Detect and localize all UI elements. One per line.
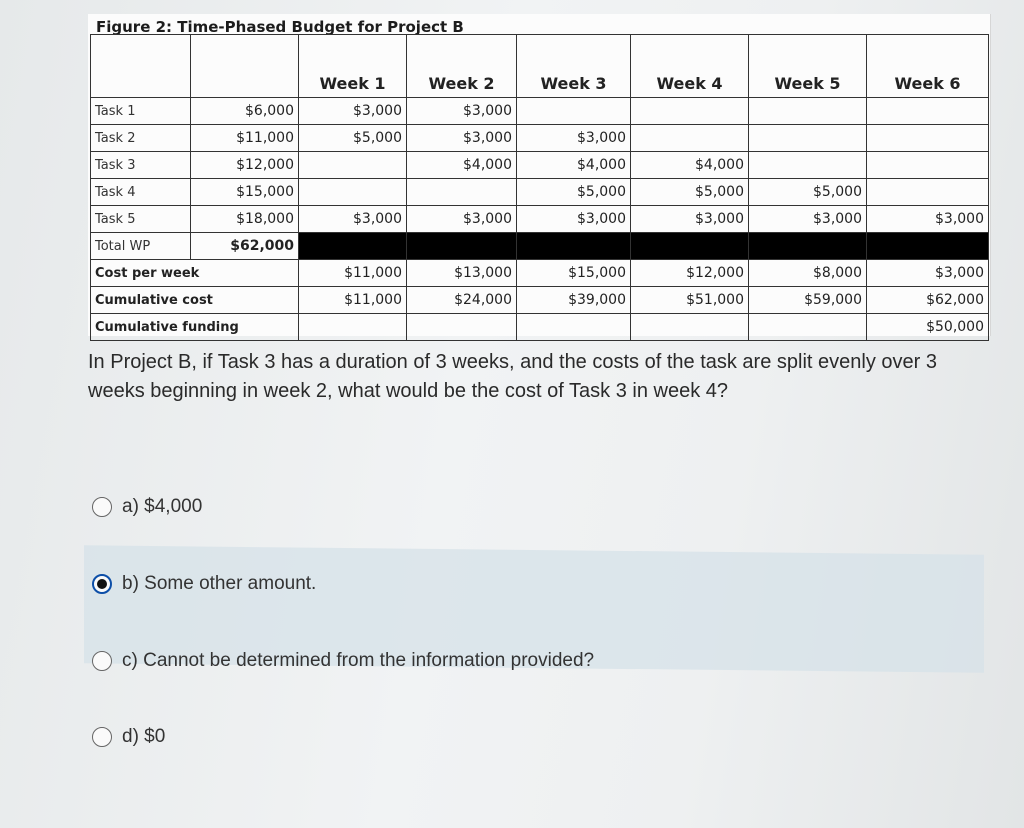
cost-cell: $24,000 (407, 287, 517, 314)
cost-cell: $15,000 (517, 260, 631, 287)
cost-cell (867, 179, 989, 206)
radio-button[interactable] (92, 497, 112, 517)
option-label: b) Some other amount. (122, 573, 317, 594)
cost-cell: $3,000 (631, 206, 749, 233)
header-blank (191, 35, 299, 98)
budget-table (90, 34, 989, 341)
task-label: Task 2 (91, 125, 191, 152)
cost-cell: $3,000 (749, 206, 867, 233)
cumulative-funding-row (91, 314, 989, 341)
cost-cell (749, 314, 867, 341)
radio-button[interactable] (92, 727, 112, 747)
cost-cell (299, 314, 407, 341)
cost-cell: $11,000 (299, 260, 407, 287)
task-label: Task 5 (91, 206, 191, 233)
question-text: In Project B, if Task 3 has a duration of 3 weeks, and the costs of the task are split evenly over 3 weeks beginning in week 2, what would be the cost of Task 3 in week 4? (88, 351, 937, 402)
task-total: $15,000 (191, 179, 299, 206)
radio-button[interactable] (92, 651, 112, 671)
cost-cell (749, 98, 867, 125)
option-b[interactable] (92, 573, 316, 595)
cost-cell (299, 152, 407, 179)
cost-cell (867, 125, 989, 152)
cost-cell: $5,000 (299, 125, 407, 152)
option-d[interactable] (92, 726, 165, 748)
week-header: Week 1 (299, 35, 407, 98)
header-blank (91, 35, 191, 98)
cost-cell: $4,000 (407, 152, 517, 179)
cost-cell: $50,000 (867, 314, 989, 341)
budget-figure (88, 14, 991, 336)
cost-cell: $51,000 (631, 287, 749, 314)
cost-cell: $3,000 (299, 98, 407, 125)
task-row (91, 98, 989, 125)
cost-per-week-label: Cost per week (91, 260, 299, 287)
total-wp-label: Total WP (91, 233, 191, 260)
week-header: Week 4 (631, 35, 749, 98)
total-wp-row (91, 233, 989, 260)
cost-cell (631, 314, 749, 341)
cost-cell (749, 125, 867, 152)
black-cell (867, 233, 989, 260)
black-cell (407, 233, 517, 260)
radio-button-selected[interactable] (92, 574, 112, 594)
option-label: c) Cannot be determined from the information provided? (122, 650, 595, 671)
cost-cell: $3,000 (867, 260, 989, 287)
option-label: d) $0 (122, 726, 166, 747)
black-cell (631, 233, 749, 260)
cost-cell: $12,000 (631, 260, 749, 287)
cost-cell: $3,000 (867, 206, 989, 233)
task-label: Task 4 (91, 179, 191, 206)
cost-cell: $3,000 (517, 125, 631, 152)
cost-cell: $13,000 (407, 260, 517, 287)
task-row (91, 152, 989, 179)
black-cell (299, 233, 407, 260)
cost-cell: $3,000 (407, 98, 517, 125)
cost-cell (517, 314, 631, 341)
week-header: Week 2 (407, 35, 517, 98)
task-label: Task 1 (91, 98, 191, 125)
cost-cell: $3,000 (407, 206, 517, 233)
cost-cell: $62,000 (867, 287, 989, 314)
task-label: Task 3 (91, 152, 191, 179)
cost-cell (299, 179, 407, 206)
black-cell (749, 233, 867, 260)
week-header: Week 6 (867, 35, 989, 98)
cost-cell (867, 98, 989, 125)
cost-per-week-row (91, 260, 989, 287)
option-label: a) $4,000 (122, 496, 203, 517)
task-total: $6,000 (191, 98, 299, 125)
total-wp-value: $62,000 (191, 233, 299, 260)
cost-cell: $8,000 (749, 260, 867, 287)
task-row (91, 179, 989, 206)
cost-cell: $5,000 (517, 179, 631, 206)
cost-cell (407, 314, 517, 341)
task-total: $18,000 (191, 206, 299, 233)
cost-cell (517, 98, 631, 125)
cost-cell: $4,000 (517, 152, 631, 179)
cost-cell: $5,000 (631, 179, 749, 206)
week-header: Week 5 (749, 35, 867, 98)
black-cell (517, 233, 631, 260)
cost-cell: $5,000 (749, 179, 867, 206)
cost-cell: $4,000 (631, 152, 749, 179)
cost-cell (631, 98, 749, 125)
figure-title: Figure 2: Time-Phased Budget for Project B (96, 18, 464, 36)
cost-cell: $39,000 (517, 287, 631, 314)
task-total: $11,000 (191, 125, 299, 152)
week-header: Week 3 (517, 35, 631, 98)
cost-cell (407, 179, 517, 206)
cumulative-funding-label: Cumulative funding (91, 314, 299, 341)
cost-cell: $3,000 (517, 206, 631, 233)
task-total: $12,000 (191, 152, 299, 179)
option-a[interactable] (92, 496, 202, 518)
task-row (91, 206, 989, 233)
cost-cell: $3,000 (299, 206, 407, 233)
cumulative-cost-label: Cumulative cost (91, 287, 299, 314)
cumulative-cost-row (91, 287, 989, 314)
cost-cell: $59,000 (749, 287, 867, 314)
option-c[interactable] (92, 650, 594, 672)
radio-dot-icon (97, 579, 107, 589)
cost-cell: $11,000 (299, 287, 407, 314)
header-row (91, 35, 989, 98)
cost-cell (749, 152, 867, 179)
task-row (91, 125, 989, 152)
cost-cell (867, 152, 989, 179)
cost-cell (631, 125, 749, 152)
cost-cell: $3,000 (407, 125, 517, 152)
